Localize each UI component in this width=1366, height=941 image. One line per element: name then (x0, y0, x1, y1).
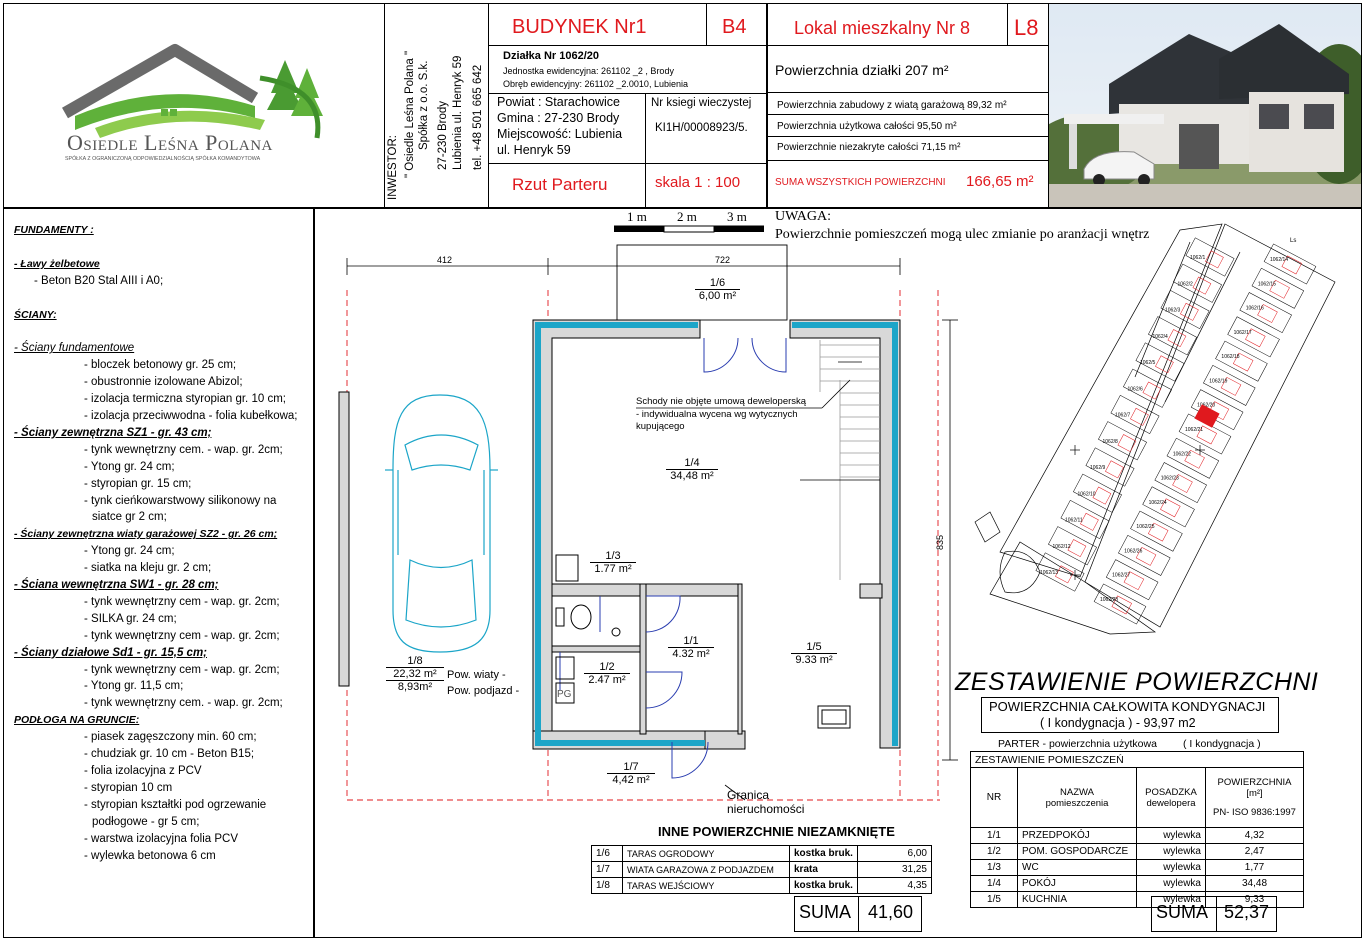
cell-divider (706, 3, 707, 45)
logo-name: Osiedle Leśna Polana (67, 130, 273, 155)
cell-divider (645, 93, 646, 208)
col-area (1206, 768, 1304, 828)
room-area: 6,00 m² (698, 290, 737, 302)
row-divider (488, 163, 766, 164)
room-label-1-6 (695, 277, 740, 302)
spec-line: PODŁOGA NA GRUNCIE: (14, 714, 140, 727)
parcel-label: 1062/26 (1124, 548, 1143, 555)
spec-line: - Ściany działowe Sd1 - gr. 15,5 cm; (14, 646, 208, 659)
room-label-1-8 (386, 655, 444, 693)
row-divider (488, 93, 766, 94)
road-label: Ls (1290, 238, 1297, 244)
parcel-building (1193, 277, 1211, 294)
parcel-label: 1062/5 (1140, 360, 1156, 366)
room-label-1-7 (607, 761, 655, 786)
room-label-1-2 (584, 661, 630, 686)
row-area: 1,77 (1206, 860, 1304, 876)
house-render-image (1049, 4, 1361, 207)
plot-area: Powierzchnia działki 207 m² (775, 62, 949, 78)
floor-plan-drawing (314, 208, 964, 818)
room-label-1-4 (666, 457, 718, 482)
parcel-label: 1062/2 (1177, 281, 1193, 288)
spec-line: - Ławy żelbetowe (14, 257, 100, 270)
row-divider (768, 136, 1048, 137)
unit-code: L8 (1014, 15, 1039, 40)
scale: skala 1 : 100 (655, 174, 741, 191)
parcel-label: 1062/14 (1270, 257, 1289, 263)
spec-line: - Ściana wewnętrzna SW1 - gr. 28 cm; (14, 579, 219, 592)
col-area-2: [m²] (1246, 788, 1263, 799)
plan-title: Rzut Parteru (512, 175, 608, 194)
rooms-table-title: ZESTAWIENIE POMIESZCZEŃ (971, 752, 1304, 768)
room-number: 1/7 (607, 761, 655, 774)
cell-divider (1007, 3, 1008, 45)
row-floor: wylewka (1137, 844, 1206, 860)
spec-line: - Ściany zewnętrzna wiaty garażowej SZ2 - gr. 26 cm; (14, 528, 278, 541)
parcel-label: 1062/19 (1209, 378, 1228, 385)
table-row (592, 878, 932, 894)
rooms-sum-divider (1216, 896, 1217, 932)
open-sum-value: 41,60 (868, 902, 914, 922)
kw-value: KI1H/00008923/5. (655, 122, 748, 134)
table-row (592, 862, 932, 878)
room-number: 1/2 (584, 661, 630, 674)
row-name: KUCHNIA (1018, 892, 1137, 908)
row-nr: 1/4 (971, 876, 1018, 892)
summary-line2: ( I kondygnacja ) - 93,97 m2 (1040, 716, 1196, 730)
parcel-label: 1062/4 (1152, 333, 1168, 340)
spec-line: - obustronnie izolowane Abizol; (84, 376, 243, 389)
room-number: 1/3 (590, 550, 636, 563)
row-floor: wylewka (1137, 860, 1206, 876)
spec-line: - Ściany fundamentowe (14, 342, 135, 355)
table-row (592, 846, 932, 862)
room-number: 1/6 (695, 277, 740, 290)
parcel-label-group (1040, 238, 1296, 603)
parcel-label: 1062/21 (1185, 427, 1204, 433)
spec-line (14, 290, 309, 307)
spec-line: - wylewka betonowa 6 cm (84, 849, 216, 862)
col-name-2: pomieszczenia (1045, 797, 1109, 809)
room-label-1-5 (791, 641, 837, 666)
dim-right: 835 (935, 534, 945, 550)
spec-line: - bloczek betonowy gr. 25 cm; (84, 359, 237, 372)
parcel-label: 1062/8 (1102, 438, 1118, 445)
spec-line: - tynk wewnętrzny cem - wap. gr. 2cm; (84, 629, 280, 642)
area-built: Powierzchnia zabudowy z wiatą garażową 89,32 m² (777, 100, 1007, 111)
spec-list (14, 222, 309, 864)
table-row (971, 844, 1304, 860)
parcel-label: 1062/6 (1127, 386, 1143, 393)
spec-line (14, 239, 309, 256)
cell-divider (766, 3, 768, 208)
table-row (971, 828, 1304, 844)
room-area: 2.47 m² (588, 674, 626, 686)
room-area: 34,48 m² (670, 470, 714, 482)
row-area: 9,33 (1206, 892, 1304, 908)
warning-title: UWAGA: (775, 209, 831, 224)
room-label-1-1 (668, 635, 714, 660)
kw-label: Nr ksiegi wieczystej (651, 97, 752, 109)
spec-line: - folia izolacyjna z PCV (84, 765, 202, 777)
table-row (971, 876, 1304, 892)
row-nr: 1/3 (971, 860, 1018, 876)
parcel-label: 1062/10 (1077, 491, 1096, 498)
summary-title: ZESTAWIENIE POWIERZCHNI (955, 668, 1319, 696)
investor-phone: tel. +48 501 665 642 (472, 64, 484, 170)
warning-text: Powierzchnie pomieszczeń mogą ulec zmianie po aranżacji wnętrz (775, 227, 1150, 242)
col-area-3: PN- ISO 9836:1997 (1213, 807, 1296, 818)
room-number: 1/1 (668, 635, 714, 648)
open-sum-label: SUMA (799, 902, 852, 922)
room-number: 1/4 (666, 457, 718, 470)
parcel-label: 1062/1 (1190, 255, 1206, 261)
open-sum-divider (858, 896, 859, 932)
col-name (1018, 768, 1137, 828)
parcel-group (1036, 238, 1316, 624)
parcel-label: 1062/16 (1245, 305, 1264, 312)
dim-left: 412 (437, 255, 453, 265)
rooms-sum-label: SUMA (1156, 902, 1209, 922)
row-nr: 1/2 (971, 844, 1018, 860)
scale-1m: 1 m (627, 209, 647, 224)
open-areas-title: INNE POWIERZCHNIE NIEZAMKNIĘTE (658, 824, 895, 839)
row-divider (768, 114, 1048, 115)
parcel-label: 1062/9 (1090, 465, 1106, 471)
parcel-building (1093, 487, 1111, 504)
rooms-table (970, 751, 1304, 908)
parcel-building (1130, 408, 1148, 425)
summary-line1: POWIERZCHNIA CAŁKOWITA KONDYGNACJI (989, 699, 1266, 714)
scale-2m: 2 m (677, 209, 697, 224)
row-area: 34,48 (1206, 876, 1304, 892)
dim-top: 722 (715, 255, 731, 265)
spec-line: siatce gr 2 cm; (92, 511, 167, 524)
parcel-building (1168, 330, 1186, 347)
col-name-1: NAZWA (1060, 786, 1094, 798)
row-material: kostka bruk. (790, 878, 858, 894)
table-row (971, 860, 1304, 876)
parcel-label: 1062/23 (1160, 475, 1179, 482)
spec-line: - tynk wewnętrzny cem - wap. gr. 2cm; (84, 663, 280, 676)
ulica: ul. Henryk 59 (497, 143, 571, 157)
total-value: 166,65 m² (966, 173, 1034, 190)
spec-line: podłogowe - gr 5 cm; (92, 815, 200, 828)
row-material: krata (790, 862, 858, 878)
col-floor-1: POSADZKA (1145, 786, 1197, 798)
miejscowosc: Miejscowość: Lubienia (497, 127, 623, 141)
parcel-label: 1062/11 (1065, 517, 1083, 524)
spec-line: - tynk wewnętrzny cem - wap. gr. 2cm; (84, 595, 280, 608)
stairs-note-1: Schody nie objęte umową deweloperską (636, 396, 807, 407)
gmina: Gmina : 27-230 Brody (497, 111, 620, 125)
parcel-building (1068, 540, 1086, 557)
obreb: Obręb ewidencyjny: 261102 _2.0010, Lubienia (503, 79, 688, 89)
parcel-building (1118, 435, 1136, 452)
parcel-label: 1062/28 (1100, 597, 1119, 603)
parcel-label: 1062/15 (1257, 281, 1276, 288)
row-area: 4,32 (1206, 828, 1304, 844)
parcel (1264, 244, 1316, 284)
room-area-second: 8,93m² (397, 681, 433, 693)
row-name: PRZEDPOKÓJ (1018, 828, 1137, 844)
area-open: Powierzchnie niezakryte całości 71,15 m² (777, 142, 961, 153)
room-area: 1.77 m² (594, 563, 632, 575)
room-label-1-3 (590, 550, 636, 575)
row-nr: 1/7 (592, 862, 623, 878)
row-divider (768, 160, 1048, 161)
logo-subtitle: SPÓŁKA Z OGRANICZONĄ ODPOWIEDZIALNOŚCIĄ SPÓŁKA KOMANDYTOWA (65, 156, 261, 162)
row-area: 4,35 (857, 878, 931, 894)
room-area: 9.33 m² (795, 654, 833, 666)
parcel-label: 1062/20 (1197, 402, 1216, 409)
parter-level: ( I kondygnacja ) (1183, 738, 1261, 750)
spec-line: - styropian 10 cm (84, 781, 173, 794)
investor-label: INWESTOR: (387, 135, 399, 200)
parcel-label: 1062/7 (1115, 412, 1131, 419)
rooms-sum-value: 52,37 (1224, 902, 1270, 922)
spec-line (14, 323, 309, 340)
room-area: 22,32 m² (386, 668, 444, 681)
row-divider (768, 92, 1048, 93)
parcel-label: 1062/13 (1040, 570, 1059, 576)
row-area: 2,47 (1206, 844, 1304, 860)
room-area: 4,42 m² (612, 774, 650, 786)
building-code: B4 (722, 16, 747, 38)
spec-line: - piasek zagęszczony min. 60 cm; (84, 731, 257, 744)
scale-bar (614, 226, 764, 232)
spec-line: FUNDAMENTY : (14, 224, 94, 236)
row-floor: wylewka (1137, 876, 1206, 892)
area-usable: Powierzchnia użytkowa całości 95,50 m² (777, 121, 957, 132)
parcel-label: 1062/22 (1172, 451, 1191, 458)
room-area: 4.32 m² (672, 648, 710, 660)
room-number: 1/8 (386, 655, 444, 668)
garage-extra-2: Pow. podjazd - (447, 685, 520, 697)
spec-line: - Ytong gr. 11,5 cm; (84, 680, 184, 693)
pg-label: PG (557, 689, 572, 700)
spec-line: - Ytong gr. 24 cm; (84, 545, 175, 558)
parcel-label: 1062/25 (1136, 524, 1155, 531)
plot-number: Działka Nr 1062/20 (503, 50, 600, 62)
stairs (800, 340, 880, 580)
jednostka: Jednostka ewidencyjna: 261102 _2 , Brody (503, 66, 674, 76)
col-area-1: POWIERZCHNIA (1217, 777, 1292, 788)
row-area: 31,25 (857, 862, 931, 878)
col-nr: NR (971, 768, 1018, 828)
row-area: 6,00 (857, 846, 931, 862)
building-title: BUDYNEK Nr1 (512, 16, 647, 38)
parcel-label: 1062/27 (1112, 572, 1131, 579)
row-floor: wylewka (1137, 828, 1206, 844)
unit-title: Lokal mieszkalny Nr 8 (794, 18, 971, 38)
parcel-label: 1062/12 (1052, 543, 1071, 550)
parcel-building (1143, 382, 1161, 399)
site-map (960, 222, 1360, 642)
row-nr: 1/1 (971, 828, 1018, 844)
investor-company: Spółka z o.o. S.k. (418, 60, 430, 150)
scale-3m: 3 m (727, 209, 747, 224)
spec-line: - Ściany zewnętrzna SZ1 - gr. 43 cm; (14, 426, 212, 439)
parcel-building (1155, 356, 1173, 373)
car-outline (385, 395, 498, 652)
row-nr: 1/8 (592, 878, 623, 894)
garage-extra-1: Pow. wiaty - (447, 669, 506, 681)
spec-line: - izolacja przeciwwodna - folia kubełkowa; (84, 409, 298, 422)
spec-line: - styropian kształtki pod ogrzewanie (84, 798, 267, 811)
stairs-note-2: - indywidualna wycena wg wytycznych (636, 409, 798, 420)
room-number: 1/5 (791, 641, 837, 654)
boundary-label-2: nieruchomości (727, 802, 805, 816)
company-logo (55, 38, 335, 178)
investor-name: " Osiedle Leśna Polana " (404, 50, 416, 178)
row-name: TARAS OGRODOWY (623, 846, 790, 862)
spec-line: - SILKA gr. 24 cm; (84, 612, 177, 625)
row-material: kostka bruk. (790, 846, 858, 862)
row-name: TARAS WEJŚCIOWY (623, 878, 790, 894)
row-divider (488, 45, 1048, 46)
parcel-label: 1062/17 (1233, 329, 1252, 336)
investor-street: Lubienia ul. Henryk 59 (452, 55, 464, 170)
row-nr: 1/6 (592, 846, 623, 862)
spec-line: - warstwa izolacyjna folia PCV (84, 832, 239, 845)
powiat: Powiat : Starachowice (497, 95, 620, 109)
row-nr: 1/5 (971, 892, 1018, 908)
parcel-label: 1062/18 (1221, 354, 1240, 361)
row-name: POM. GOSPODARCZE (1018, 844, 1137, 860)
row-name: POKÓJ (1018, 876, 1137, 892)
col-floor (1137, 768, 1206, 828)
spec-line: - siatka na kleju gr. 2 cm; (84, 562, 212, 575)
parter-label: PARTER - powierzchnia użytkowa (998, 738, 1157, 750)
investor-divider (488, 3, 489, 208)
spec-line: - izolacja termiczna styropian gr. 10 cm; (84, 393, 286, 406)
row-name: WIATA GARAZOWA Z PODJAZDEM (623, 862, 790, 878)
parcel-label: 1062/24 (1148, 499, 1167, 506)
col-floor-2: dewelopera (1146, 797, 1196, 809)
total-label: SUMA WSZYSTKICH POWIERZCHNI (775, 177, 946, 188)
table-header (971, 768, 1304, 828)
boundary-label-1: Granica (727, 788, 770, 802)
parcel-label: 1062/3 (1165, 307, 1181, 314)
spec-line: - Ytong gr. 24 cm; (84, 460, 175, 473)
spec-line: - tynk wewnętrzny cem. - wap. gr. 2cm; (84, 443, 283, 456)
logo-divider (384, 3, 385, 208)
parcel-building (1080, 513, 1098, 530)
investor-city: 27-230 Brody (437, 100, 449, 170)
spec-line: - tynk cieńkowarstwowy silikonowy na (84, 494, 277, 507)
open-areas-table (591, 845, 932, 894)
spec-line: - Beton B20 Stal AIII i A0; (34, 274, 164, 287)
stairs-note-3: kupującego (636, 421, 685, 432)
spec-line: - chudziak gr. 10 cm - Beton B15; (84, 748, 255, 761)
spec-line: - styropian gr. 15 cm; (84, 477, 192, 490)
spec-line: ŚCIANY: (14, 308, 57, 321)
row-name: WC (1018, 860, 1137, 876)
spec-line: - tynk wewnętrzny cem. - wap. gr. 2cm; (84, 697, 283, 710)
row-floor: wylewka (1137, 892, 1206, 908)
